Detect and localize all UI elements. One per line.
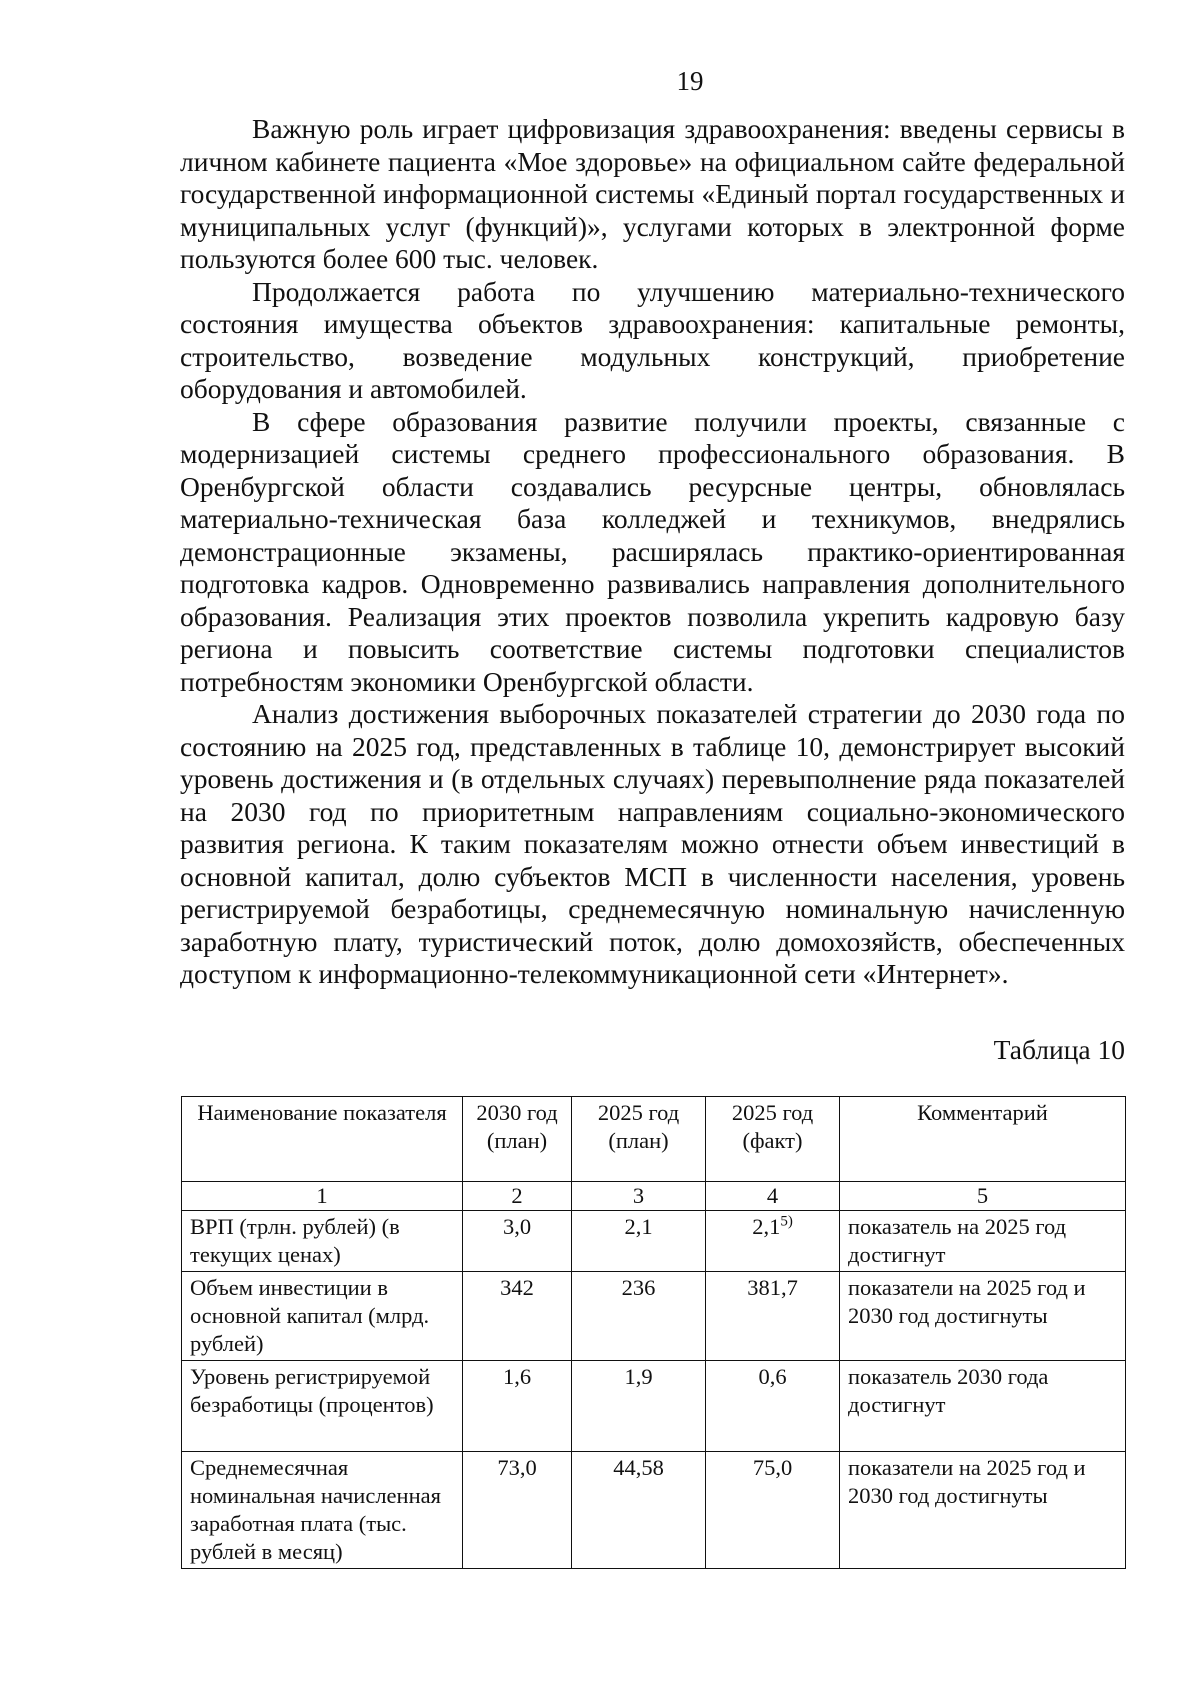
footnote-mark: 5) <box>780 1213 793 1230</box>
value-2025-plan: 44,58 <box>572 1452 706 1569</box>
header-2025-fact: 2025 год (факт) <box>706 1097 840 1182</box>
header-indicator-name: Наименование показателя <box>182 1097 463 1182</box>
body-text <box>180 113 1125 991</box>
comment: показатель на 2025 год достигнут <box>840 1211 1126 1272</box>
value-2025-fact: 0,6 <box>706 1361 840 1452</box>
table-row <box>182 1211 1126 1272</box>
indicators-table <box>181 1096 1126 1569</box>
header-comment: Комментарий <box>840 1097 1126 1182</box>
value-2025-fact: 2,1 <box>752 1214 781 1239</box>
value-2030-plan: 3,0 <box>463 1211 572 1272</box>
column-number: 3 <box>572 1182 706 1211</box>
comment: показатель 2030 года достигнут <box>840 1361 1126 1452</box>
column-number: 5 <box>840 1182 1126 1211</box>
value-2025-fact: 381,7 <box>706 1272 840 1361</box>
table-row <box>182 1272 1126 1361</box>
value-2030-plan: 73,0 <box>463 1452 572 1569</box>
table-row <box>182 1452 1126 1569</box>
value-2025-fact-cell <box>706 1211 840 1272</box>
indicator-name: Среднемесячная номинальная начисленная заработная плата (тыс. рублей в месяц) <box>182 1452 463 1569</box>
value-2025-plan: 1,9 <box>572 1361 706 1452</box>
value-2030-plan: 342 <box>463 1272 572 1361</box>
comment: показатели на 2025 год и 2030 год достигнуты <box>840 1452 1126 1569</box>
indicator-name: ВРП (трлн. рублей) (в текущих ценах) <box>182 1211 463 1272</box>
paragraph: Важную роль играет цифровизация здравоохранения: введены сервисы в личном кабинете пациента «Мое здоровье» на официальном сайте федеральной государственной информационной системы «Единый портал государственных и муниципальных услуг (функций)», услугами которых в электронной форме пользуются более 600 тыс. человек. <box>180 113 1125 274</box>
header-2030-plan: 2030 год (план) <box>463 1097 572 1182</box>
page-number: 19 <box>676 66 704 96</box>
value-2030-plan: 1,6 <box>463 1361 572 1452</box>
header-2025-plan: 2025 год (план) <box>572 1097 706 1182</box>
column-number: 4 <box>706 1182 840 1211</box>
value-2025-fact: 75,0 <box>706 1452 840 1569</box>
comment: показатели на 2025 год и 2030 год достигнуты <box>840 1272 1126 1361</box>
paragraph: Продолжается работа по улучшению материально-технического состояния имущества объектов здравоохранения: капитальные ремонты, строительство, возведение модульных конструкций, приобретение оборудования и автомобилей. <box>180 275 1125 404</box>
table-row <box>182 1361 1126 1452</box>
table-header-row <box>182 1097 1126 1182</box>
indicator-name: Объем инвестиции в основной капитал (млрд. рублей) <box>182 1272 463 1361</box>
table-caption: Таблица 10 <box>993 1034 1125 1065</box>
paragraph: Анализ достижения выборочных показателей стратегии до 2030 года по состоянию на 2025 год, представленных в таблице 10, демонстрирует высокий уровень достижения и (в отдельных случаях) перевыполнение ряда показателей на 2030 год по приоритетным направлениям социально-экономического развития региона. К таким показателям можно отнести объем инвестиций в основной капитал, долю субъектов МСП в численности населения, уровень регистрируемой безработицы, среднемесячную номинальную начисленную заработную плату, туристический поток, долю домохозяйств, обеспеченных доступом к информационно-телекоммуникационной сети «Интернет». <box>180 698 1125 989</box>
paragraph: В сфере образования развитие получили проекты, связанные с модернизацией системы среднего профессионального образования. В Оренбургской области создавались ресурсные центры, обновлялась материально-техническая база колледжей и техникумов, внедрялись демонстрационные экзамены, расширялась практико-ориентированная подготовка кадров. Одновременно развивались направления дополнительного образования. Реализация этих проектов позволила укрепить кадровую базу региона и повысить соответствие системы подготовки специалистов потребностям экономики Оренбургской области. <box>180 405 1125 697</box>
indicator-name: Уровень регистрируемой безработицы (процентов) <box>182 1361 463 1452</box>
column-number: 1 <box>182 1182 463 1211</box>
value-2025-plan: 236 <box>572 1272 706 1361</box>
column-number: 2 <box>463 1182 572 1211</box>
value-2025-plan: 2,1 <box>572 1211 706 1272</box>
column-number-row <box>182 1182 1126 1211</box>
